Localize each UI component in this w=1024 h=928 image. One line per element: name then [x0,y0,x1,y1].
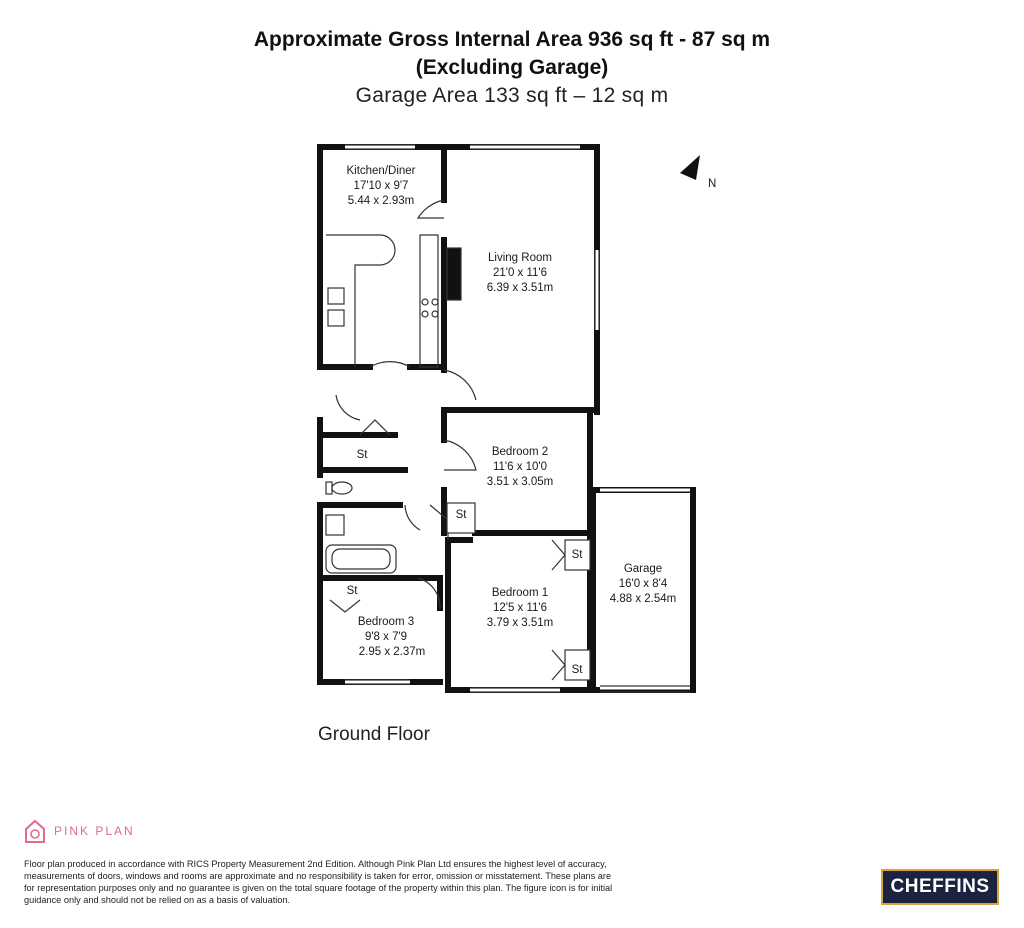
cheffins-logo: CHEFFINS [881,869,999,905]
bedroom3-imperial: 9'8 x 7'9 [364,631,408,643]
store-label: St [346,585,358,597]
kitchen-name: Kitchen/Diner [346,165,416,177]
bedroom2-metric: 3.51 x 3.05m [486,476,554,488]
disclaimer: Floor plan produced in accordance with RICS Property Measurement 2nd Edition. Although Pink Plan Ltd ensures the highest level of accuracy, measurements of doors, windows and rooms are approximate and no responsibility is taken for error, omission or misstatement. These plans are for representation purposes only and no guarantee is given on the total square footage of the property within this plan. The figure icon is for initial guidance only and should not be relied on as a basis of valuation. [24,859,613,905]
room-labels [346,165,676,676]
bedroom3-name: Bedroom 3 [357,616,415,628]
kitchen-metric: 5.44 x 2.93m [347,195,415,207]
pink-plan-text: PINK PLAN [54,824,135,838]
bedroom2-name: Bedroom 2 [491,446,549,458]
living-imperial: 21'0 x 11'6 [492,267,548,279]
garage-area: Garage Area 133 sq ft – 12 sq m [355,84,669,107]
living-metric: 6.39 x 3.51m [486,282,554,294]
area-title: Approximate Gross Internal Area 936 sq ft - 87 sq m [253,28,771,51]
store-label: St [455,509,467,521]
store-label: St [571,664,583,676]
bedroom1-imperial: 12'5 x 11'6 [492,602,548,614]
compass-icon [680,155,700,180]
store-label: St [571,549,583,561]
bedroom1-name: Bedroom 1 [491,587,549,599]
garage-imperial: 16'0 x 8'4 [618,578,668,590]
store-label: St [356,449,368,461]
bedroom3-metric: 2.95 x 2.37m [358,646,426,658]
area-title-note: (Excluding Garage) [415,56,609,79]
bedroom2-imperial: 11'6 x 10'0 [492,461,548,473]
kitchen-imperial: 17'10 x 9'7 [353,180,409,192]
pink-plan-logo [24,818,135,844]
floor-label: Ground Floor [318,724,430,745]
house-logo-icon [24,818,46,844]
garage-name: Garage [623,563,663,575]
garage-metric: 4.88 x 2.54m [609,593,677,605]
living-name: Living Room [488,252,552,264]
compass-label: N [708,178,717,190]
bedroom1-metric: 3.79 x 3.51m [486,617,554,629]
